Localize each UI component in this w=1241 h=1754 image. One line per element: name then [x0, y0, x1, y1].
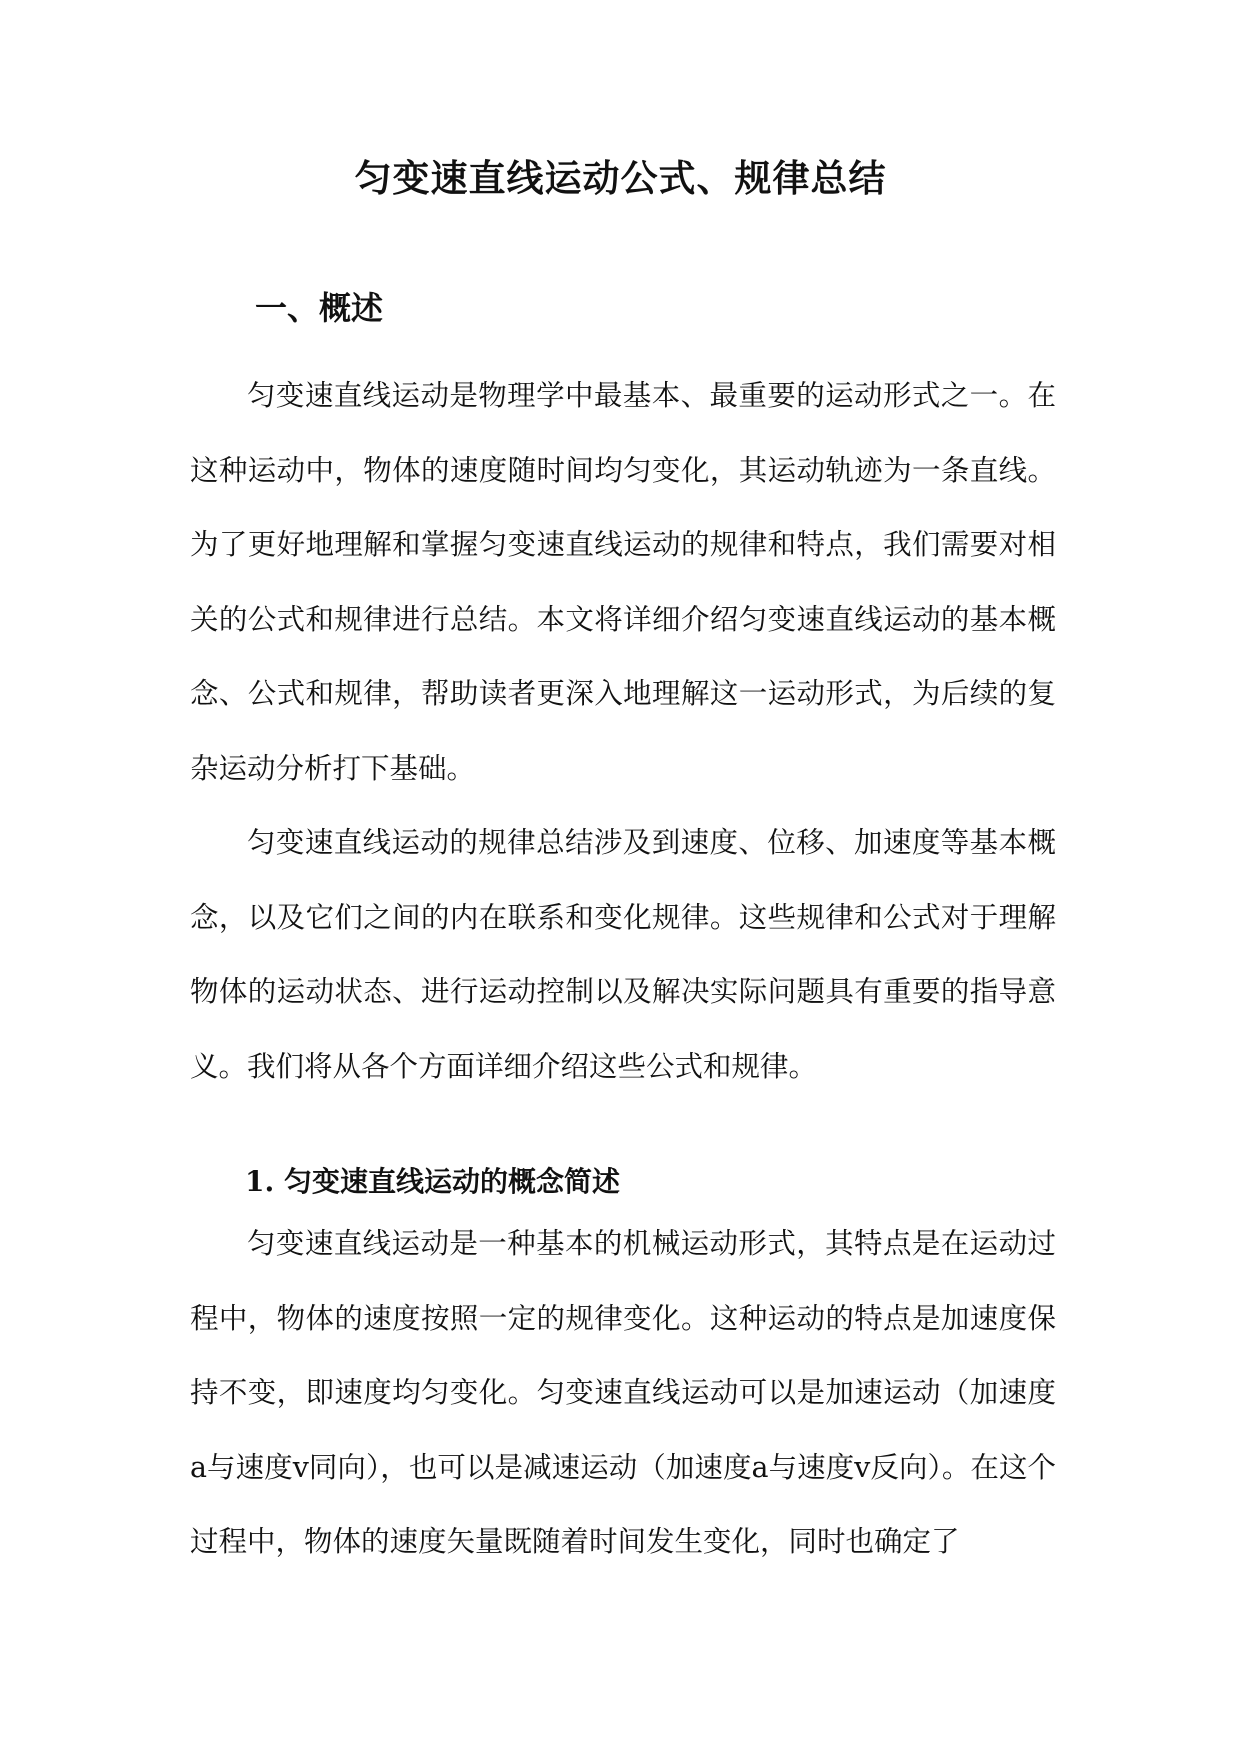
paragraph-overview-2: 匀变速直线运动的规律总结涉及到速度、位移、加速度等基本概念，以及它们之间的内在联系和变化规律。这些规律和公式对于理解物体的运动状态、进行运动控制以及解决实际问题具有重要的指导意义。我们将从各个方面详细介绍这些公式和规律。 [190, 826, 1056, 1083]
document-title: 匀变速直线运动公式、规律总结 [354, 156, 887, 200]
paragraph-overview-1: 匀变速直线运动是物理学中最基本、最重要的运动形式之一。在这种运动中，物体的速度随时间均匀变化，其运动轨迹为一条直线。为了更好地理解和掌握匀变速直线运动的规律和特点，我们需要对相关的公式和规律进行总结。本文将详细介绍匀变速直线运动的基本概念、公式和规律，帮助读者更深入地理解这一运动形式，为后续的复杂运动分析打下基础。 [190, 379, 1056, 785]
section-heading-overview: 一、概述 [255, 289, 384, 327]
subsection-heading-concept: 1. 匀变速直线运动的概念简述 [245, 1165, 620, 1198]
paragraph-concept: 匀变速直线运动是一种基本的机械运动形式，其特点是在运动过程中，物体的速度按照一定的规律变化。这种运动的特点是加速度保持不变，即速度均匀变化。匀变速直线运动可以是加速运动（加速度a与速度v同向），也可以是减速运动（加速度a与速度v反向）。在这个过程中，物体的速度矢量既随着时间发生变化，同时也确定了 [190, 1227, 1056, 1558]
